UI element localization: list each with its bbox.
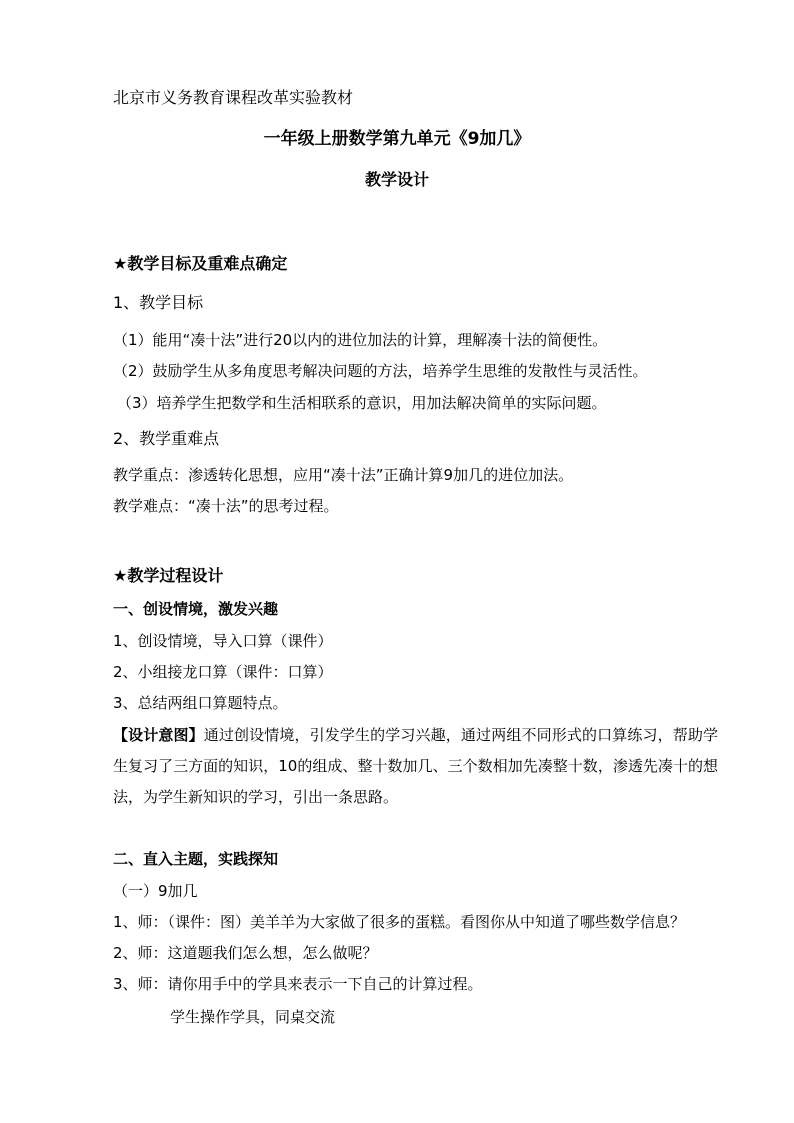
part2-heading: 二、直入主题，实践探知 [113, 850, 279, 868]
part2-step: 3、师：请你用手中的学具来表示一下自己的计算过程。 [113, 975, 483, 993]
document-title: 一年级上册数学第九单元《9加几》 [263, 129, 531, 149]
part1-heading: 一、创设情境，激发兴趣 [113, 600, 279, 618]
teaching-difficulty: 教学难点：“凑十法”的思考过程。 [113, 497, 339, 515]
document-subtitle: 教学设计 [364, 170, 429, 189]
design-intent-paragraph [113, 720, 718, 813]
objective-item: （3）培养学生把数学和生活相联系的意识，用加法解决简单的实际问题。 [117, 394, 607, 412]
series-label: 北京市义务教育课程改革实验教材 [113, 88, 354, 107]
part1-step: 1、创设情境，导入口算（课件） [113, 632, 333, 650]
process-heading: ★教学过程设计 [113, 566, 224, 585]
part1-step: 2、小组接龙口算（课件：口算） [113, 663, 333, 681]
goals-heading: ★教学目标及重难点确定 [113, 254, 288, 273]
part2-step: 2、师：这道题我们怎么想，怎么做呢？ [113, 944, 378, 962]
keypoints-heading: 2、教学重难点 [113, 429, 220, 448]
student-activity-note: 学生操作学具，同桌交流 [170, 1008, 336, 1026]
design-intent-tag: 【设计意图】 [113, 726, 204, 744]
part2-step: 1、师：（课件：图）美羊羊为大家做了很多的蛋糕。看图你从中知道了哪些数学信息？ [113, 913, 686, 931]
objective-item: （2）鼓励学生从多角度思考解决问题的方法，培养学生思维的发散性与灵活性。 [113, 362, 648, 380]
teaching-focus: 教学重点：渗透转化思想，应用“凑十法”正确计算9加几的进位加法。 [113, 466, 574, 484]
part2-subheading: （一）9加几 [113, 882, 198, 900]
design-intent-text: 通过创设情境，引发学生的学习兴趣，通过两组不同形式的口算练习，帮助学生复习了三方面的知识，10的组成、整十数加几、三个数相加先凑整十数，渗透先凑十的想法，为学生新知识的学习，引出一条思路。 [113, 726, 718, 806]
part1-step: 3、总结两组口算题特点。 [113, 694, 288, 712]
objective-item: （1）能用“凑十法”进行20以内的进位加法的计算，理解凑十法的简便性。 [113, 331, 608, 349]
objectives-heading: 1、教学目标 [113, 293, 204, 312]
